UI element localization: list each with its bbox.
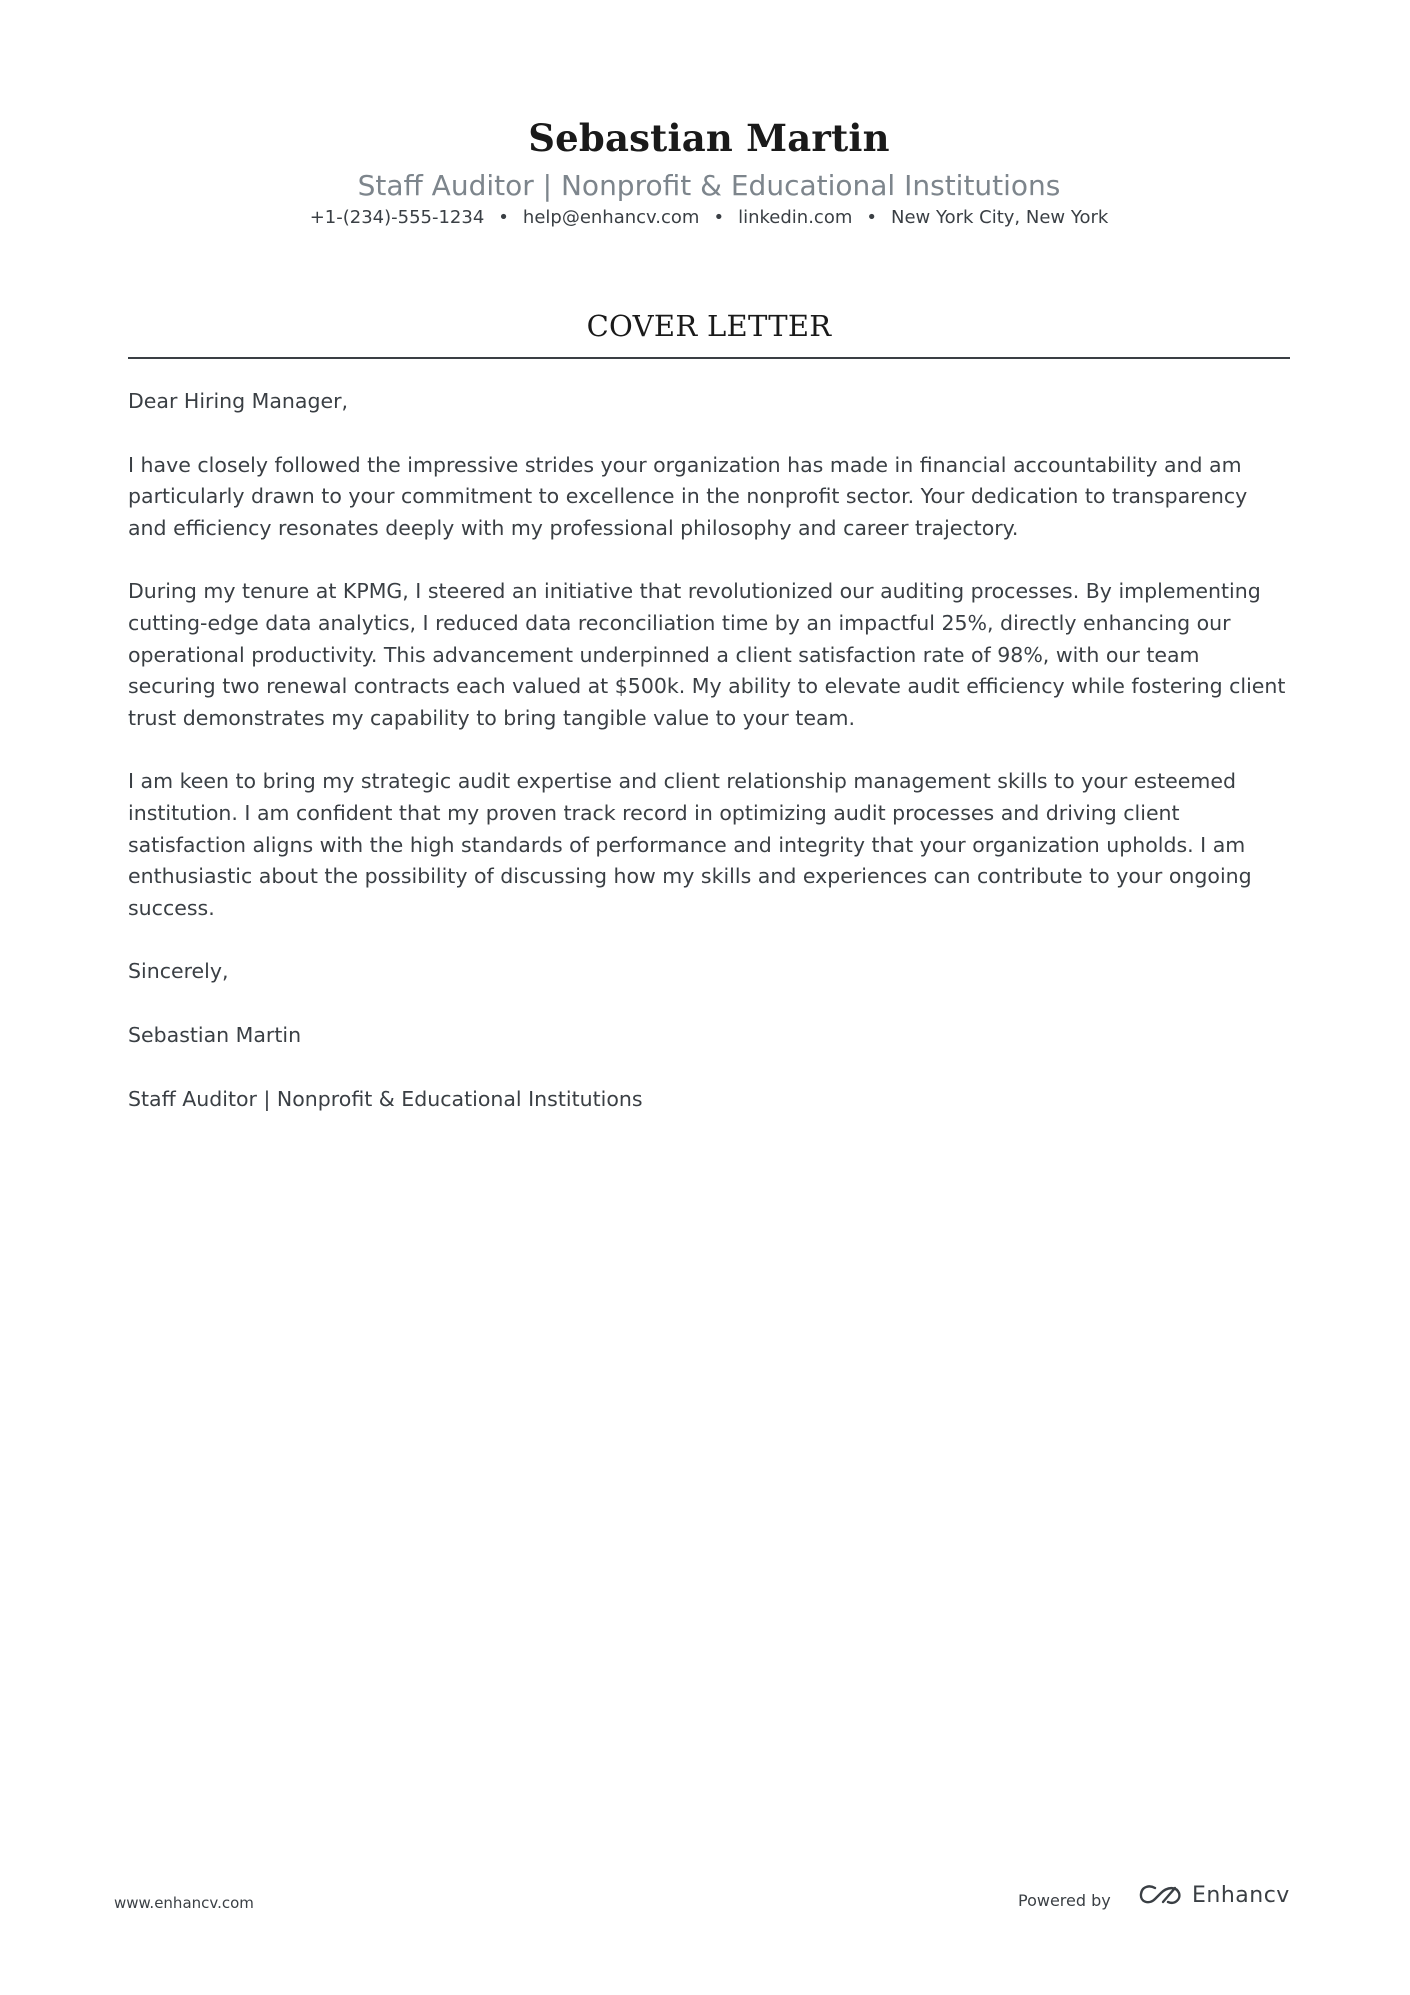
salutation: Dear Hiring Manager, xyxy=(128,389,349,413)
letter-paragraph: I have closely followed the impressive strides your organization has made in financial accountability and am particularly drawn to your commitment to excellence in the nonprofit sector. Your dedication to transparency and efficiency resonates deeply with my professional philosophy and career trajectory. xyxy=(128,452,1248,540)
brand-name: Enhancv xyxy=(1192,1882,1290,1908)
enhancv-logo-icon xyxy=(1138,1882,1184,1908)
powered-by-text: Powered by xyxy=(1018,1891,1111,1910)
header xyxy=(128,110,1290,230)
phone-text: +1-(234)-555-1234 xyxy=(309,207,485,228)
letter-body xyxy=(128,386,1290,1147)
separator-dot: • xyxy=(498,207,509,228)
separator-dot: • xyxy=(713,207,725,228)
location-text: New York City, New York xyxy=(891,207,1109,228)
signature-name: Sebastian Martin xyxy=(128,1022,302,1047)
closing: Sincerely, xyxy=(128,959,229,984)
linkedin-link[interactable]: linkedin.com xyxy=(738,207,853,228)
section-divider xyxy=(128,357,1290,359)
brand-logo[interactable] xyxy=(1138,1882,1290,1908)
candidate-title: Staff Auditor | Nonprofit & Educational Institutions xyxy=(357,169,1061,202)
letter-paragraph: During my tenure at KPMG, I steered an initiative that revolutionized our auditing processes. By implementing cutting-edge data analytics, I reduced data reconciliation time by an impactful 25%, directly enhancing our operational productivity. This advancement underpinned a client satisfaction rate of 98%, with our team securing two renewal contracts each valued at $500k. My ability to elevate audit efficiency while fostering client trust demonstrates my capability to bring tangible value to your team. xyxy=(128,579,1286,730)
contact-line xyxy=(128,206,1290,230)
letter-paragraph: I am keen to bring my strategic audit expertise and client relationship management skills to your esteemed institution. I am confident that my proven track record in optimizing audit processes and driving client satisfaction aligns with the high standards of performance and integrity that your organization upholds. I am enthusiastic about the possibility of discussing how my skills and experiences can contribute to your ongoing success. xyxy=(128,769,1252,920)
candidate-name: Sebastian Martin xyxy=(528,116,890,160)
footer-url[interactable]: www.enhancv.com xyxy=(114,1894,254,1912)
separator-dot: • xyxy=(866,207,877,228)
section-title: COVER LETTER xyxy=(586,309,832,343)
email-link[interactable]: help@enhancv.com xyxy=(522,207,700,228)
signature-title: Staff Auditor | Nonprofit & Educational Institutions xyxy=(128,1086,643,1111)
